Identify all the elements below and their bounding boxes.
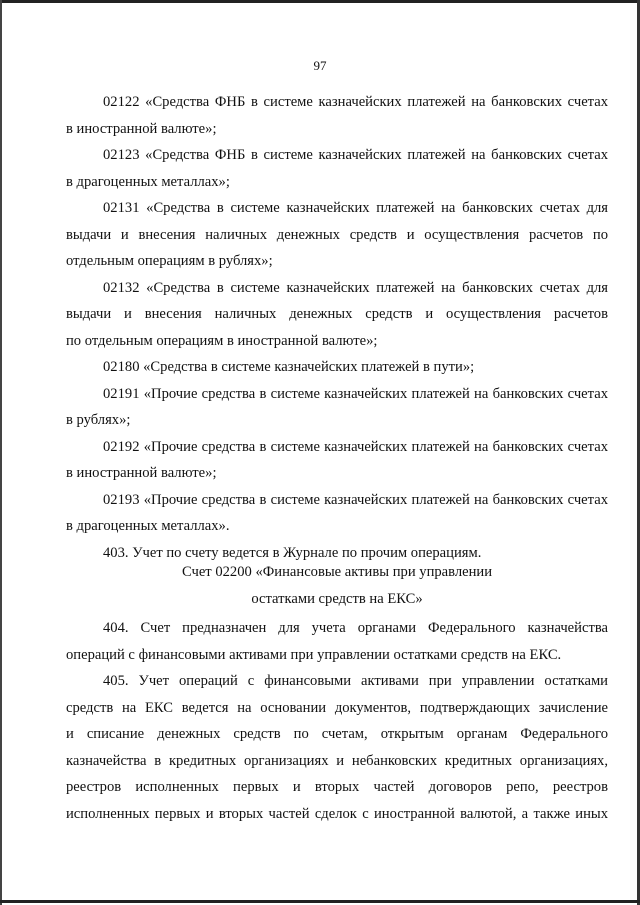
paragraph-405 [66,668,608,827]
text-line: отдельным операциям в рублях»; [66,253,273,269]
text-line: 403. Учет по счету ведется в Журнале по прочим операциям. [103,544,482,561]
text-line: выдачи и внесения наличных денежных средств и осуществления расчетов [66,306,608,322]
text-line: 02123 «Средства ФНБ в системе казначейских платежей на банковских счетах [103,147,608,163]
text-line: реестров исполненных первых и вторых частей договоров репо, реестров [66,779,608,795]
paragraph-404 [66,615,608,668]
text-line: и списание денежных средств по счетам, открытым органам Федерального [66,726,608,742]
text-line: 02192 «Прочие средства в системе казначейских платежей на банковских счетах [103,438,608,455]
text-line: 02180 «Средства в системе казначейских платежей в пути»; [103,359,475,375]
text-line: в иностранной валюте»; [66,465,217,481]
text-line: 404. Счет предназначен для учета органами Федерального казначейства [103,620,608,636]
text-line: 02122 «Средства ФНБ в системе казначейских платежей на банковских счетах [103,94,608,110]
text-line: исполненных первых и вторых частей сделок с иностранной валютой, а также иных [66,805,608,822]
account-list [66,89,608,566]
text-line: в драгоценных металлах»; [66,173,230,190]
text-line: в рублях»; [66,412,131,428]
text-line: 02193 «Прочие средства в системе казначейских платежей на банковских счетах [103,491,608,508]
text-line: в иностранной валюте»; [66,120,217,137]
text-line: по отдельным операциям в иностранной валюте»; [66,332,378,349]
section-heading [66,559,608,612]
text-line: 405. Учет операций с финансовыми активами при управлении остатками [103,673,608,689]
text-line: казначейства в кредитных организациях и небанковских кредитных организациях, [66,752,608,769]
text-line: в драгоценных металлах». [66,518,230,534]
text-line: 02131 «Средства в системе казначейских платежей на банковских счетах для [103,200,608,216]
heading-line: Счет 02200 «Финансовые активы при управлении [181,564,493,580]
text-line: выдачи и внесения наличных денежных средств и осуществления расчетов по [66,226,608,243]
heading-line: остатками средств на ЕКС» [251,590,423,607]
text-line: операций с финансовыми активами при управлении остатками средств на ЕКС. [66,646,562,663]
text-line: средств на ЕКС ведется на основании документов, подтверждающих зачисление [66,699,608,716]
text-line: 02191 «Прочие средства в системе казначейских платежей на банковских счетах [103,385,608,402]
text-line: 02132 «Средства в системе казначейских платежей на банковских счетах для [103,279,608,296]
page-number: 97 [313,58,327,73]
